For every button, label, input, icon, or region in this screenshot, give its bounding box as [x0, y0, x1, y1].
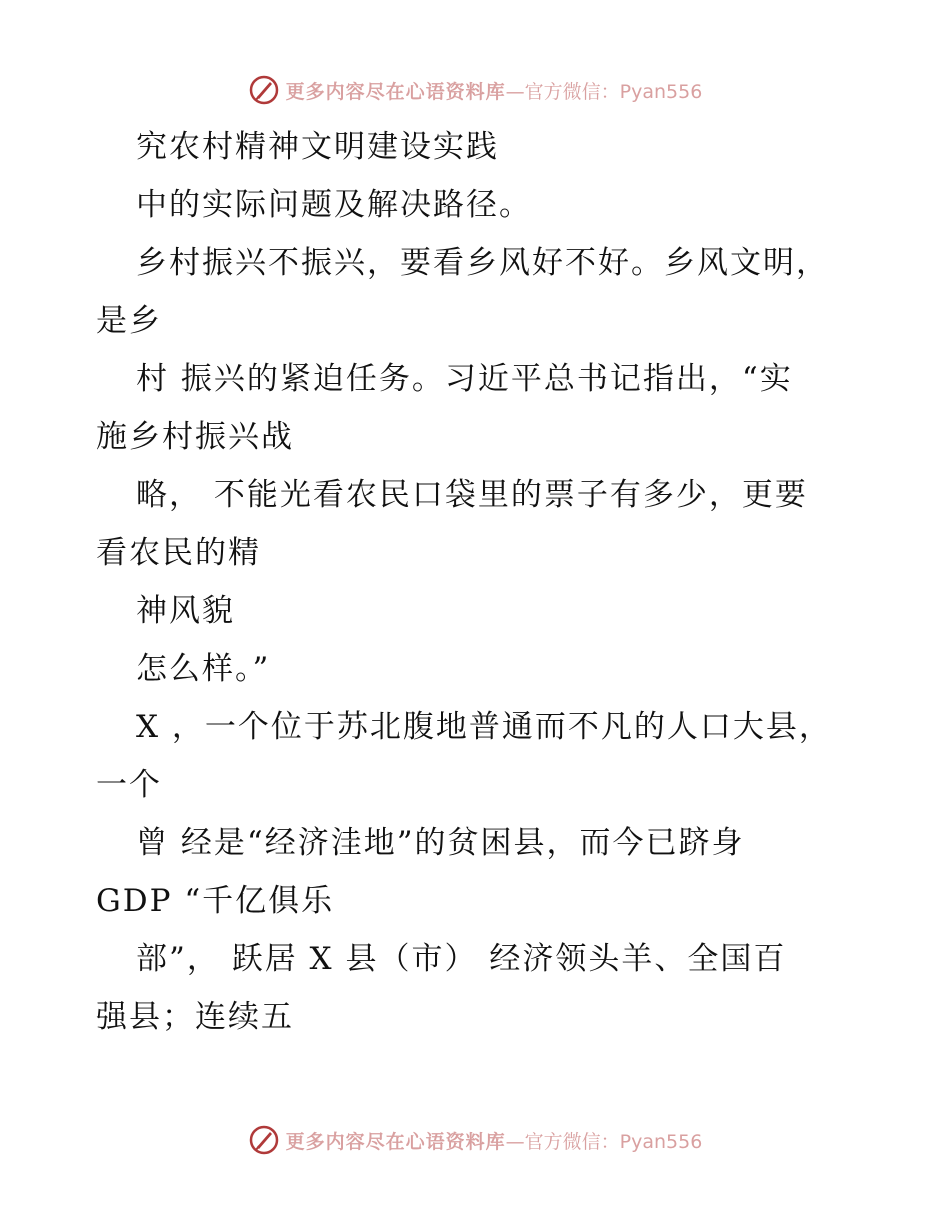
- text-line: 看农民的精: [96, 535, 261, 571]
- text-line: 神风貌: [136, 593, 235, 629]
- text-line: 曾 经是“经济洼地”的贫困县，而今已跻身: [136, 825, 745, 861]
- banner-brand-text: 更多内容尽在心语资料库: [285, 1130, 506, 1153]
- banner-contact-text: —官方微信：Pyan556: [505, 80, 703, 103]
- header-banner: [0, 70, 950, 110]
- text-line: 是乡: [96, 303, 162, 339]
- text-line: GDP “千亿俱乐: [96, 883, 335, 919]
- text-line: 村 振兴的紧迫任务。习近平总书记指出，“实: [136, 361, 793, 397]
- text-line: 强县；连续五: [96, 999, 294, 1035]
- text-line: 施乡村振兴战: [96, 419, 294, 455]
- text-line: 究农村精神文明建设实践: [136, 129, 499, 165]
- text-line: 中的实际问题及解决路径。: [136, 187, 532, 223]
- text-line: 略， 不能光看农民口袋里的票子有多少，更要: [136, 477, 808, 513]
- text-line: 一个: [96, 767, 162, 803]
- banner-contact-text: —官方微信：Pyan556: [505, 1130, 703, 1153]
- quill-logo-icon: [248, 1124, 280, 1156]
- text-line: X ，一个位于苏北腹地普通而不凡的人口大县，: [136, 709, 832, 745]
- text-line: 乡村振兴不振兴，要看乡风好不好。乡风文明，: [136, 245, 829, 281]
- footer-banner: [0, 1120, 950, 1160]
- banner-brand-text: 更多内容尽在心语资料库: [285, 80, 506, 103]
- text-line: 部”， 跃居 X 县（市） 经济领头羊、全国百: [136, 941, 787, 977]
- quill-logo-icon: [248, 74, 280, 106]
- text-line: 怎么样。”: [136, 651, 271, 687]
- document-body: [96, 118, 836, 1046]
